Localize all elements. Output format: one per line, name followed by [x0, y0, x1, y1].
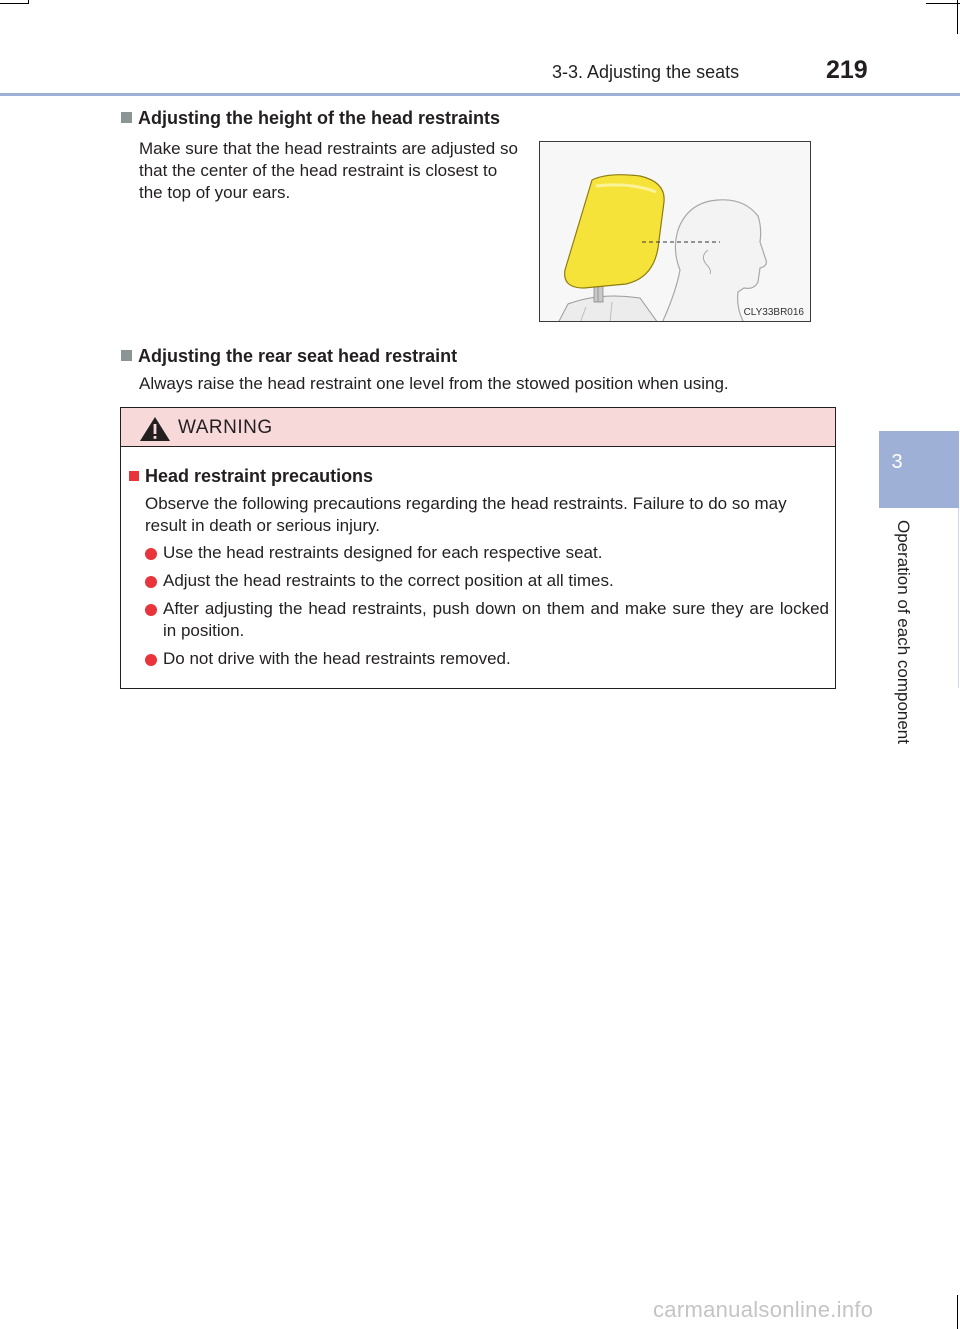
section-title: 3-3. Adjusting the seats [552, 62, 740, 82]
list-item-text: After adjusting the head restraints, push down on them and make sure they are locked in position. [163, 599, 829, 640]
figure-code: CLY33BR016 [743, 307, 804, 318]
crop-mark [957, 1295, 958, 1329]
warning-title: WARNING [178, 417, 273, 438]
chapter-title: Operation of each component [894, 520, 913, 744]
list-item [145, 542, 829, 564]
list-item [145, 648, 829, 670]
square-bullet-icon [121, 350, 132, 361]
bullet-dot-icon [145, 576, 157, 588]
chapter-number: 3 [891, 451, 903, 473]
header-rule [0, 93, 960, 96]
watermark: carmanualsonline.info [653, 1297, 874, 1322]
warning-heading-text: Head restraint precautions [145, 466, 374, 486]
page-header [0, 0, 960, 96]
head-restraint [565, 175, 665, 288]
bullet-dot-icon [145, 654, 157, 666]
seat-back [558, 296, 658, 322]
page-number: 219 [826, 56, 868, 84]
list-item-text: Use the head restraints designed for each respective seat. [163, 543, 603, 562]
square-bullet-icon [121, 112, 132, 123]
side-rule [958, 508, 959, 688]
warning-list [145, 542, 829, 676]
head-profile [662, 200, 766, 322]
warning-heading [129, 466, 373, 487]
chapter-tab[interactable] [879, 431, 959, 508]
head-restraint-drawing [540, 142, 811, 322]
section-heading-text: Adjusting the height of the head restraints [138, 108, 501, 128]
warning-box [120, 407, 836, 689]
warning-header [121, 408, 835, 447]
list-item [145, 598, 829, 642]
warning-triangle-icon [139, 416, 171, 442]
list-item-text: Adjust the head restraints to the correct position at all times. [163, 571, 614, 590]
bullet-dot-icon [145, 548, 157, 560]
section-body: Always raise the head restraint one level from the stowed position when using. [139, 374, 729, 393]
bullet-dot-icon [145, 604, 157, 616]
section-body: Make sure that the head restraints are adjusted so that the center of the head restraint is closest to the top of your ears. [139, 139, 518, 202]
warning-intro: Observe the following precautions regarding the head restraints. Failure to do so may result in death or serious injury. [145, 494, 787, 535]
section-heading [121, 346, 457, 367]
head-restraint-illustration [539, 141, 811, 322]
section-heading-text: Adjusting the rear seat head restraint [138, 346, 458, 366]
list-item-text: Do not drive with the head restraints removed. [163, 649, 511, 668]
square-bullet-icon [129, 471, 139, 481]
section-heading [121, 108, 500, 129]
list-item [145, 570, 829, 592]
